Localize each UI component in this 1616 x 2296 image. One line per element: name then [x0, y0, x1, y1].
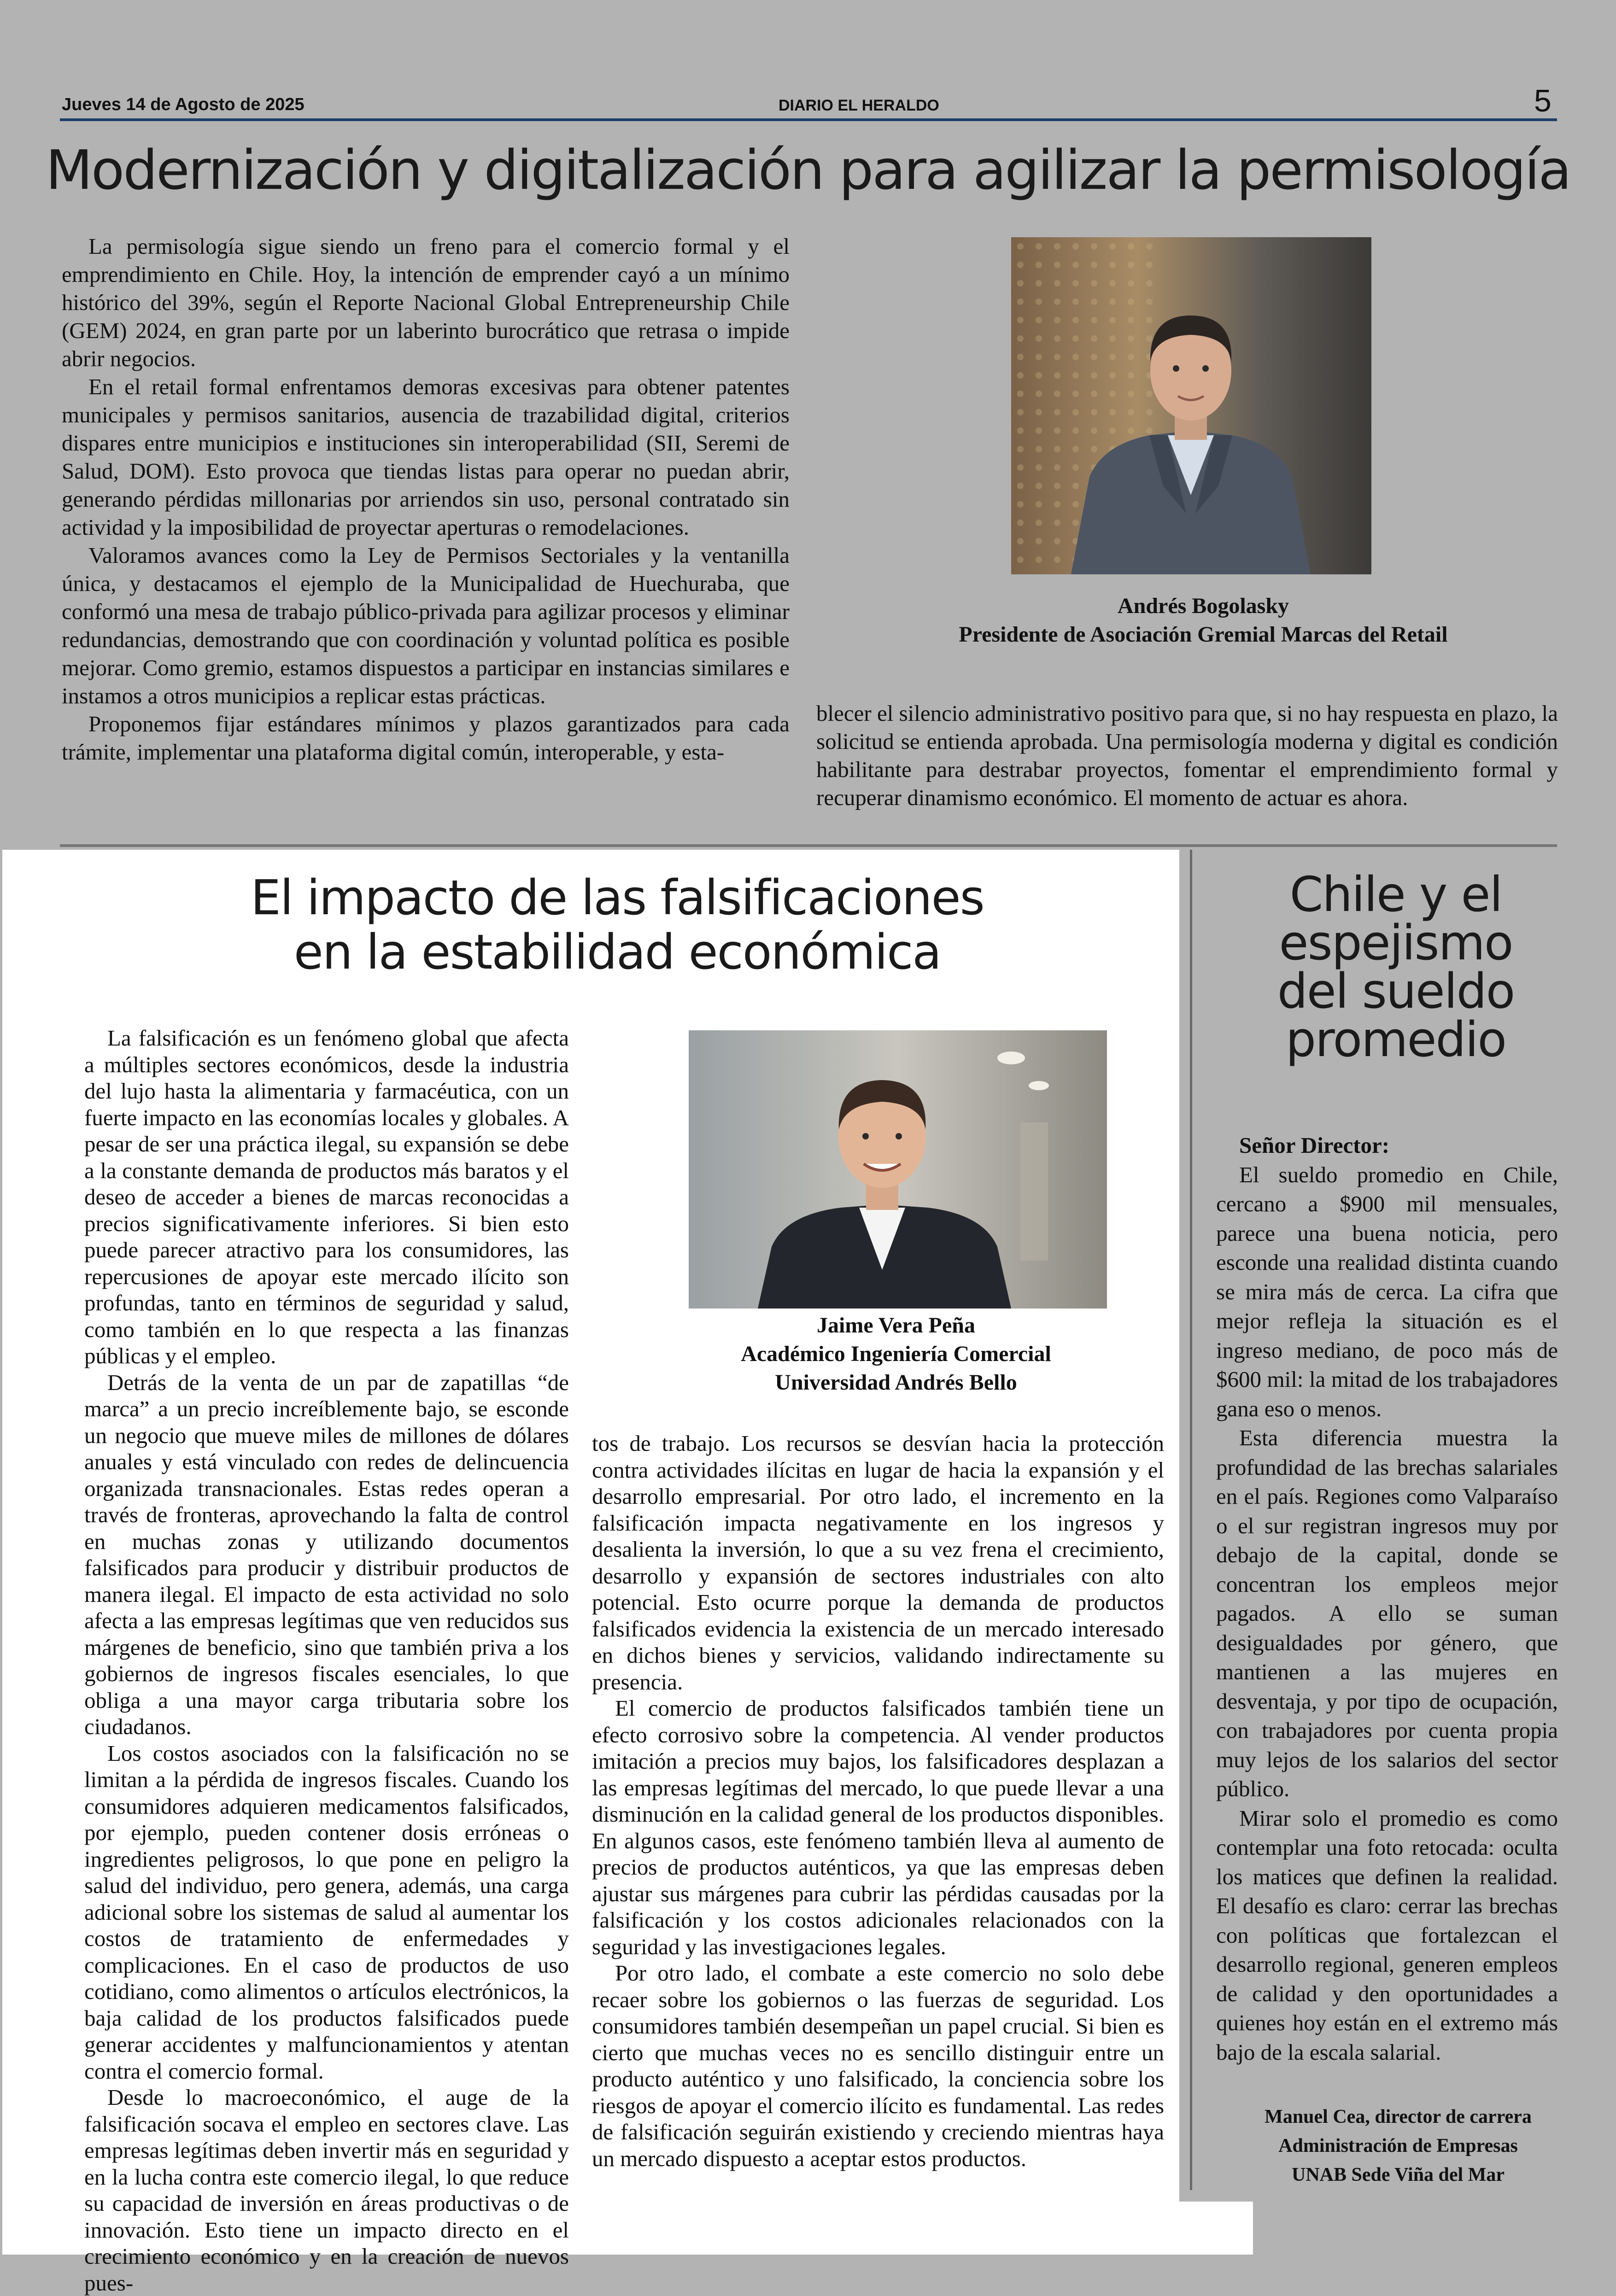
author-photo-bogolasky — [1011, 237, 1371, 574]
article1-title: Modernización y digitalización para agilizar la permisología — [46, 138, 1570, 202]
letter-signature — [1202, 2103, 1594, 2190]
author-name: Andrés Bogolasky — [1117, 594, 1289, 618]
author-title: Académico Ingeniería Comercial — [741, 1342, 1051, 1366]
article2-paragraph: La falsificación es un fenómeno global que afecta a múltiples sectores económicos, desde la industria del lujo hasta la alimentaria y farmacéutica, con un fuerte impacto en las economías locales y globales. A pesar de ser una práctica ilegal, su expansión se debe a la constante demanda de productos más baratos y el deseo de acceder a bienes de marcas reconocidas a precios significativamente inferiores. Si bien esto puede parecer atractivo para los consumidores, las repercusiones de apoyar este mercado ilícito son profundas, tanto en términos de seguridad y salud, como también en lo que respecta a las finanzas públicas y el empleo. — [84, 1025, 569, 1368]
article2-author-caption — [592, 1311, 1200, 1397]
letter-salutation: Señor Director: — [1239, 1133, 1390, 1158]
article1-column-right — [816, 699, 1558, 812]
signature-line: Administración de Empresas — [1278, 2135, 1518, 2156]
article1-paragraph: En el retail formal enfrentamos demoras excesivas para obtener patentes municipales y permisos sanitarios, ausencia de trazabilidad digital, criterios dispares entre municipios e instituciones sin interoperabilidad (SII, Seremi de Salud, DOM). Esto provoca que tiendas listas para operar no puedan abrir, generando pérdidas millonarias por arriendos sin uso, personal contratado sin actividad y la imposibilidad de proyectar aperturas o remodelaciones. — [62, 374, 790, 540]
issue-date: Jueves 14 de Agosto de 2025 — [62, 95, 304, 114]
article3-paragraph: Mirar solo el promedio es como contemplar una foto retocada: oculta los matices que definen la realidad. El desafío es claro: cerrar las brechas con políticas que fortalezcan el desarrollo regional, generen empleos de calidad y den oportunidades a quienes hoy están en el extremo más bajo de la escala salarial. — [1216, 1805, 1558, 2065]
article1-paragraph: Proponemos fijar estándares mínimos y plazos garantizados para cada trámite, implementar una plataforma digital común, interoperable, y esta- — [62, 711, 790, 765]
article1-author-caption — [816, 592, 1590, 649]
author-photo-vera — [689, 1030, 1107, 1309]
article3-body — [1216, 1131, 1558, 2067]
article1-paragraph: La permisología sigue siendo un freno para el comercio formal y el emprendimiento en Chile. Hoy, la intención de emprender cayó a un mínimo histórico del 39%, según el Reporte Nacional Global Entrepreneurship Chile (GEM) 2024, en gran parte por un laberinto burocrático que retrasa o impide abrir negocios. — [62, 234, 790, 371]
article1-paragraph: Valoramos avances como la Ley de Permisos Sectoriales y la ventanilla única, y destacamos el ejemplo de la Municipalidad de Huechuraba, que conformó una mesa de trabajo público-privada para agilizar procesos y eliminar redundancias, demostrando que con coordinación y voluntad política es posible mejorar. Como gremio, estamos dispuestos a participar en instancias similares e instamos a otros municipios a replicar estas prácticas. — [62, 543, 790, 708]
article1-paragraph-continued: blecer el silencio administrativo positivo para que, si no hay respuesta en plazo, la solicitud se entienda aprobada. Una permisología moderna y digital es condición habilitante para destrabar proyectos, fomentar el emprendimiento formal y recuperar dinamismo económico. El momento de actuar es ahora. — [816, 701, 1558, 810]
portrait-illustration — [689, 1030, 1107, 1309]
article1-column-left — [62, 232, 790, 766]
article2-title-line: en la estabilidad económica — [293, 924, 941, 980]
column-divider — [1190, 850, 1192, 2190]
article2-paragraph: Por otro lado, el combate a este comercio no solo debe recaer sobre los gobiernos o las fuerzas de seguridad. Los consumidores también desempeñan un papel crucial. Si bien es cierto que muchas veces no es sencillo distinguir entre un producto auténtico y uno falsificado, la conciencia sobre los riesgos de apoyar el comercio ilícito es fundamental. Las redes de falsificación seguirán existiendo y creciendo mientras haya un mercado dispuesto a aceptar estos productos. — [592, 1960, 1164, 2171]
article3-title-line: promedio — [1286, 1011, 1506, 1068]
header-rule — [60, 118, 1557, 121]
article3-title — [1198, 866, 1594, 1068]
article2-paragraph: Desde lo macroeconómico, el auge de la falsificación socava el empleo en sectores clave. Las empresas legítimas deben invertir más en seguridad y en la lucha contra este comercio ilegal, lo que reduce su capacidad de inversión en áreas productivas o de innovación. Esto tiene un impacto directo en el crecimiento económico y en la creación de nuevos pues- — [84, 2085, 569, 2296]
article3-paragraph: Esta diferencia muestra la profundidad de las brechas salariales en el país. Regiones como Valparaíso o el sur registran ingresos muy por debajo de la capital, donde se concentran los empleos mejor pagados. A ello se suman desigualdades por género, que mantienen a las mujeres en desventaja, y por tipo de ocupación, con trabajadores por cuenta propia muy lejos de los salarios del sector público. — [1216, 1425, 1558, 1801]
section-divider — [60, 844, 1557, 847]
author-institution: Universidad Andrés Bello — [775, 1370, 1017, 1395]
article2-paragraph: tos de trabajo. Los recursos se desvían hacia la protección contra actividades ilícitas en lugar de hacia la expansión y el desarrollo empresarial. Por otro lado, el incremento en la falsificación impacta negativamente en los ingresos y desalienta la inversión, lo que a su vez frena el crecimiento, desarrollo y expansión de sectores industriales con alto potencial. Esto ocurre porque la demanda de productos falsificados evidencia la existencia de un mercado interesado en dichos bienes y servicios, validando indirectamente su presencia. — [592, 1431, 1164, 1694]
newspaper-name: DIARIO EL HERALDO — [779, 97, 939, 114]
article2-paragraph: El comercio de productos falsificados también tiene un efecto corrosivo sobre la competencia. Al vender productos imitación a precios muy bajos, los falsificadores desplazan a las empresas legítimas del mercado, lo que puede llevar a una disminución en la calidad general de los productos disponibles. En algunos casos, este fenómeno también lleva al aumento de precios de productos auténticos, ya que las empresas deben ajustar sus márgenes para cubrir las pérdidas causadas por la falsificación y los costos adicionales relacionados con la seguridad y las investigaciones legales. — [592, 1695, 1164, 1959]
portrait-illustration — [1011, 237, 1371, 574]
article3-paragraph: El sueldo promedio en Chile, cercano a $900 mil mensuales, parece una buena noticia, pero esconde una realidad distinta cuando se mira más de cerca. La cifra que mejor refleja la situación es el ingreso mediano, de poco más de $600 mil: la mitad de los trabajadores gana eso o menos. — [1216, 1162, 1558, 1421]
article2-paragraph: Detrás de la venta de un par de zapatillas “de marca” a un precio increíblemente bajo, se esconde un negocio que mueve miles de millones de dólares anuales y está vinculado con redes de delincuencia organizada transnacionales. Estas redes operan a través de fronteras, aprovechando la falta de control en muchas zonas y utilizando documentos falsificados para producir y distribuir productos de manera ilegal. El impacto de esta actividad no solo afecta a las empresas legítimas que ven reducidos sus márgenes de beneficio, sino que también priva a los gobiernos de ingresos fiscales esenciales, lo que obliga a una mayor carga tributaria sobre los ciudadanos. — [84, 1369, 569, 1739]
page-number: 5 — [1534, 83, 1552, 118]
article2-paragraph: Los costos asociados con la falsificación no se limitan a la pérdida de ingresos fiscales. Cuando los consumidores adquieren medicamentos falsificados, por ejemplo, pueden contener dosis erróneas o ingredientes peligrosos, lo que pone en peligro la salud del individuo, pero genera, además, una carga adicional sobre los sistemas de salud al aumentar los costos de tratamiento de enfermedades y complicaciones. En el caso de productos de uso cotidiano, como alimentos o artículos electrónicos, la baja calidad de los productos falsificados puede generar accidentes y malfuncionamientos y atentan contra el comercio formal. — [84, 1740, 569, 2084]
article2-column-right — [592, 1430, 1164, 2172]
article2-title — [106, 870, 1129, 979]
author-name: Jaime Vera Peña — [817, 1313, 975, 1338]
article3-title-line: Chile y el — [1289, 866, 1502, 923]
author-title: Presidente de Asociación Gremial Marcas del Retail — [959, 622, 1448, 647]
article3-title-line: espejismo — [1279, 915, 1513, 971]
article2-column-left — [84, 1025, 569, 2296]
signature-line: UNAB Sede Viña del Mar — [1292, 2164, 1505, 2185]
signature-line: Manuel Cea, director de carrera — [1265, 2106, 1532, 2127]
article2-title-line: El impacto de las falsificaciones — [251, 870, 984, 926]
article3-title-line: del sueldo — [1277, 963, 1515, 1019]
